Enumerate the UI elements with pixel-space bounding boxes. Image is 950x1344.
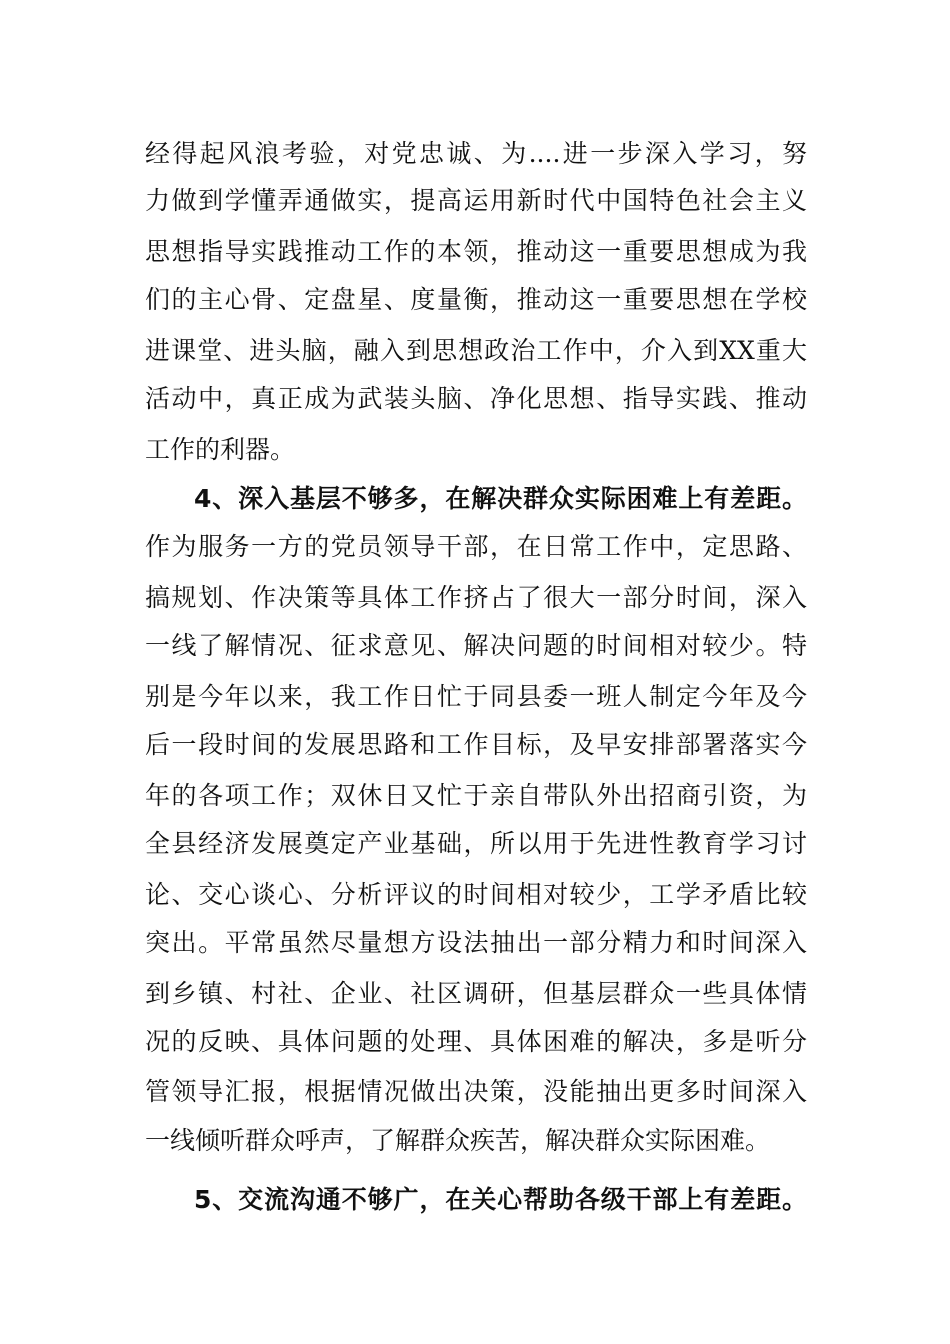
paragraph-line: 力做到学懂弄通做实，提高运用新时代中国特色社会主义 (145, 186, 807, 215)
paragraph-line: 到乡镇、村社、企业、社区调研，但基层群众一些具体情 (145, 979, 807, 1008)
paragraph-line: 后一段时间的发展思路和工作目标，及早安排部署落实今 (145, 730, 807, 759)
paragraph-line: 全县经济发展奠定产业基础，所以用于先进性教育学习讨 (145, 829, 807, 858)
paragraph-line: 搞规划、作决策等具体工作挤占了很大一部分时间，深入 (145, 583, 807, 612)
paragraph-line: 突出。平常虽然尽量想方设法抽出一部分精力和时间深入 (145, 928, 807, 957)
paragraph-line: 进课堂、进头脑，融入到思想政治工作中，介入到XX重大 (145, 336, 807, 365)
paragraph-line: 论、交心谈心、分析评议的时间相对较少，工学矛盾比较 (145, 880, 807, 909)
paragraph-line: 年的各项工作；双休日又忙于亲自带队外出招商引资，为 (145, 781, 807, 810)
section-heading-5: 5、交流沟通不够广，在关心帮助各级干部上有差距。 (194, 1185, 807, 1214)
paragraph-line: 一线了解情况、征求意见、解决问题的时间相对较少。特 (145, 631, 807, 660)
section-heading-4: 4、深入基层不够多，在解决群众实际困难上有差距。 (194, 484, 807, 513)
paragraph-line: 作为服务一方的党员领导干部，在日常工作中，定思路、 (145, 532, 807, 561)
paragraph-line: 一线倾听群众呼声，了解群众疾苦，解决群众实际困难。 (145, 1126, 771, 1155)
paragraph-line: 经得起风浪考验，对党忠诚、为....进一步深入学习，努 (145, 139, 807, 168)
paragraph-line: 况的反映、具体问题的处理、具体困难的解决，多是听分 (145, 1027, 807, 1056)
paragraph-line: 活动中，真正成为武装头脑、净化思想、指导实践、推动 (145, 384, 807, 413)
paragraph-line: 管领导汇报，根据情况做出决策，没能抽出更多时间深入 (145, 1077, 807, 1106)
paragraph-line: 工作的利器。 (145, 435, 296, 464)
paragraph-line: 们的主心骨、定盘星、度量衡，推动这一重要思想在学校 (145, 285, 807, 314)
paragraph-line: 别是今年以来，我工作日忙于同县委一班人制定今年及今 (145, 682, 807, 711)
paragraph-line: 思想指导实践推动工作的本领，推动这一重要思想成为我 (145, 237, 807, 266)
